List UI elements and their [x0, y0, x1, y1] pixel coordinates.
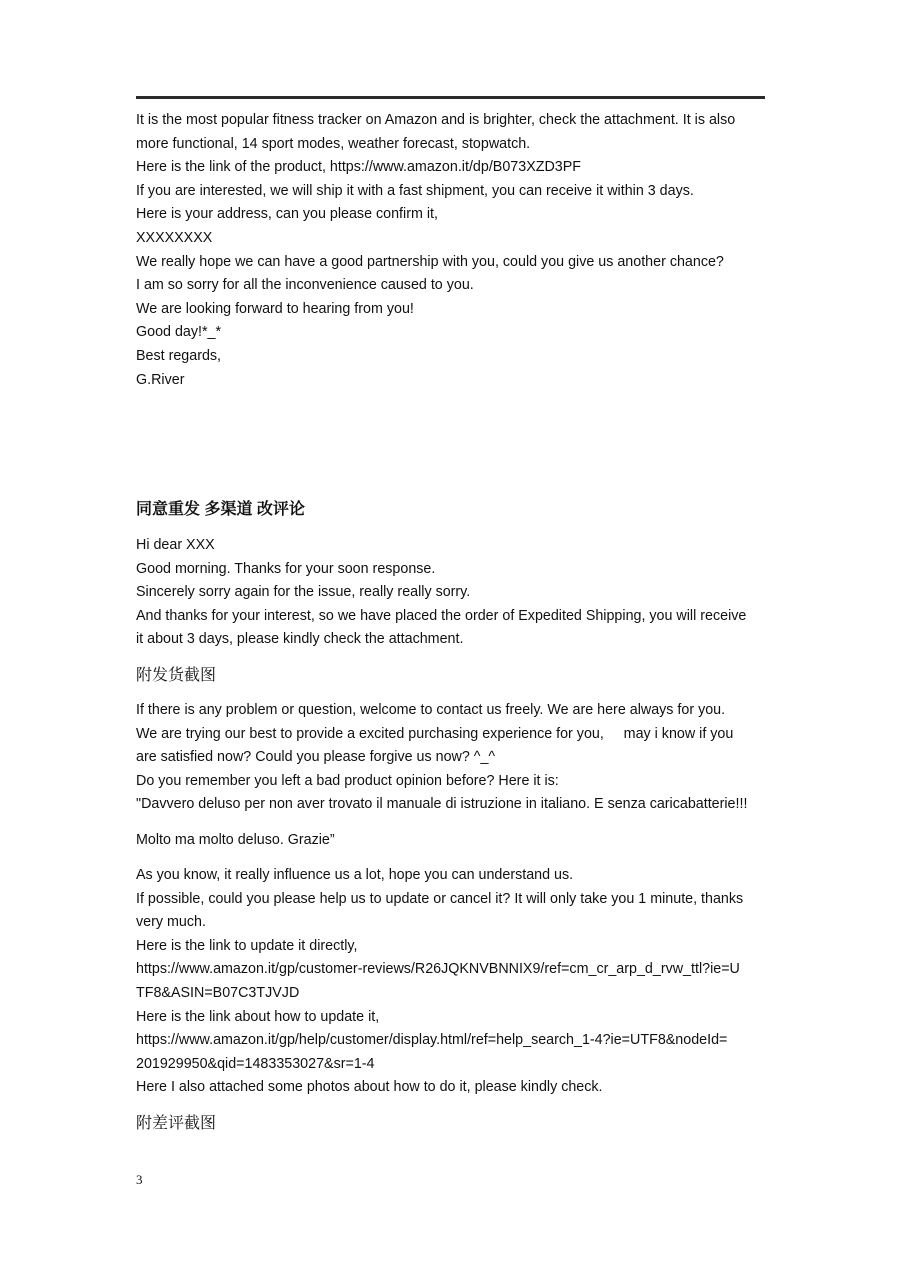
text-line: Here I also attached some photos about how to do it, please kindly check.	[136, 1079, 603, 1096]
text-line: And thanks for your interest, so we have placed the order of Expedited Shipping, you will receive	[136, 607, 747, 624]
email-continuation	[136, 109, 776, 392]
text-line: If you are interested, we will ship it with a fast shipment, you can receive it within 3 days.	[136, 182, 694, 199]
text-line: I am so sorry for all the inconvenience caused to you.	[136, 277, 474, 294]
reply-email-request	[136, 864, 776, 1100]
text-line: it about 3 days, please kindly check the attachment.	[136, 631, 464, 648]
reply-email-body	[136, 699, 776, 817]
text-line: Sincerely sorry again for the issue, really really sorry.	[136, 584, 471, 601]
text-line: Here is your address, can you please confirm it,	[136, 206, 438, 223]
text-line: If there is any problem or question, welcome to contact us freely. We are here always for you.	[136, 702, 726, 718]
greeting-line: Hi dear XXX	[136, 537, 215, 553]
help-link-line: 201929950&qid=1483353027&sr=1-4	[136, 1055, 375, 1072]
closing-line: Best regards,	[136, 347, 222, 364]
help-link-line: https://www.amazon.it/gp/help/customer/display.html/ref=help_search_1-4?ie=UTF8&nodeId=	[136, 1032, 728, 1049]
quoted-review-line: Molto ma molto deluso. Grazie”	[136, 832, 335, 848]
text-line: Good day!*_*	[136, 324, 222, 341]
text-line: As you know, it really influence us a lot, hope you can understand us.	[136, 867, 574, 883]
signature: G.River	[136, 371, 185, 388]
text-line: We really hope we can have a good partnership with you, could you give us another chance?	[136, 253, 724, 270]
text-line: Here is the link to update it directly,	[136, 937, 358, 954]
review-link-line: https://www.amazon.it/gp/customer-reviews/R26JQKNVBNNIX9/ref=cm_cr_arp_d_rvw_ttl?ie=U	[136, 961, 740, 978]
text-line: are satisfied now? Could you please forgive us now? ^_^	[136, 749, 496, 766]
review-screenshot-note: 附差评截图	[136, 1115, 217, 1132]
address-placeholder: XXXXXXXX	[136, 229, 213, 246]
text-line: Good morning. Thanks for your soon response.	[136, 560, 436, 577]
shipping-screenshot-note: 附发货截图	[136, 667, 217, 684]
text-line: It is the most popular fitness tracker on Amazon and is brighter, check the attachment. It is also	[136, 112, 736, 128]
reply-email-intro	[136, 534, 776, 652]
text-line: very much.	[136, 914, 206, 931]
header-rule	[136, 96, 765, 99]
text-line: We are trying our best to provide a excited purchasing experience for you, may i know if you	[136, 725, 734, 742]
page-number: 3	[136, 1172, 143, 1187]
quoted-review-line: "Davvero deluso per non aver trovato il manuale di istruzione in italiano. E senza caricabatterie!!!	[136, 796, 748, 813]
section-heading: 同意重发 多渠道 改评论	[136, 501, 305, 518]
text-line: We are looking forward to hearing from you!	[136, 300, 414, 317]
text-line: If possible, could you please help us to update or cancel it? It will only take you 1 minute, thanks	[136, 890, 744, 907]
text-line: more functional, 14 sport modes, weather forecast, stopwatch.	[136, 135, 531, 152]
product-link-line: Here is the link of the product, https://www.amazon.it/dp/B073XZD3PF	[136, 159, 582, 176]
text-line: Do you remember you left a bad product opinion before? Here it is:	[136, 772, 559, 789]
review-link-line: TF8&ASIN=B07C3TJVJD	[136, 984, 300, 1001]
text-line: Here is the link about how to update it,	[136, 1008, 380, 1025]
